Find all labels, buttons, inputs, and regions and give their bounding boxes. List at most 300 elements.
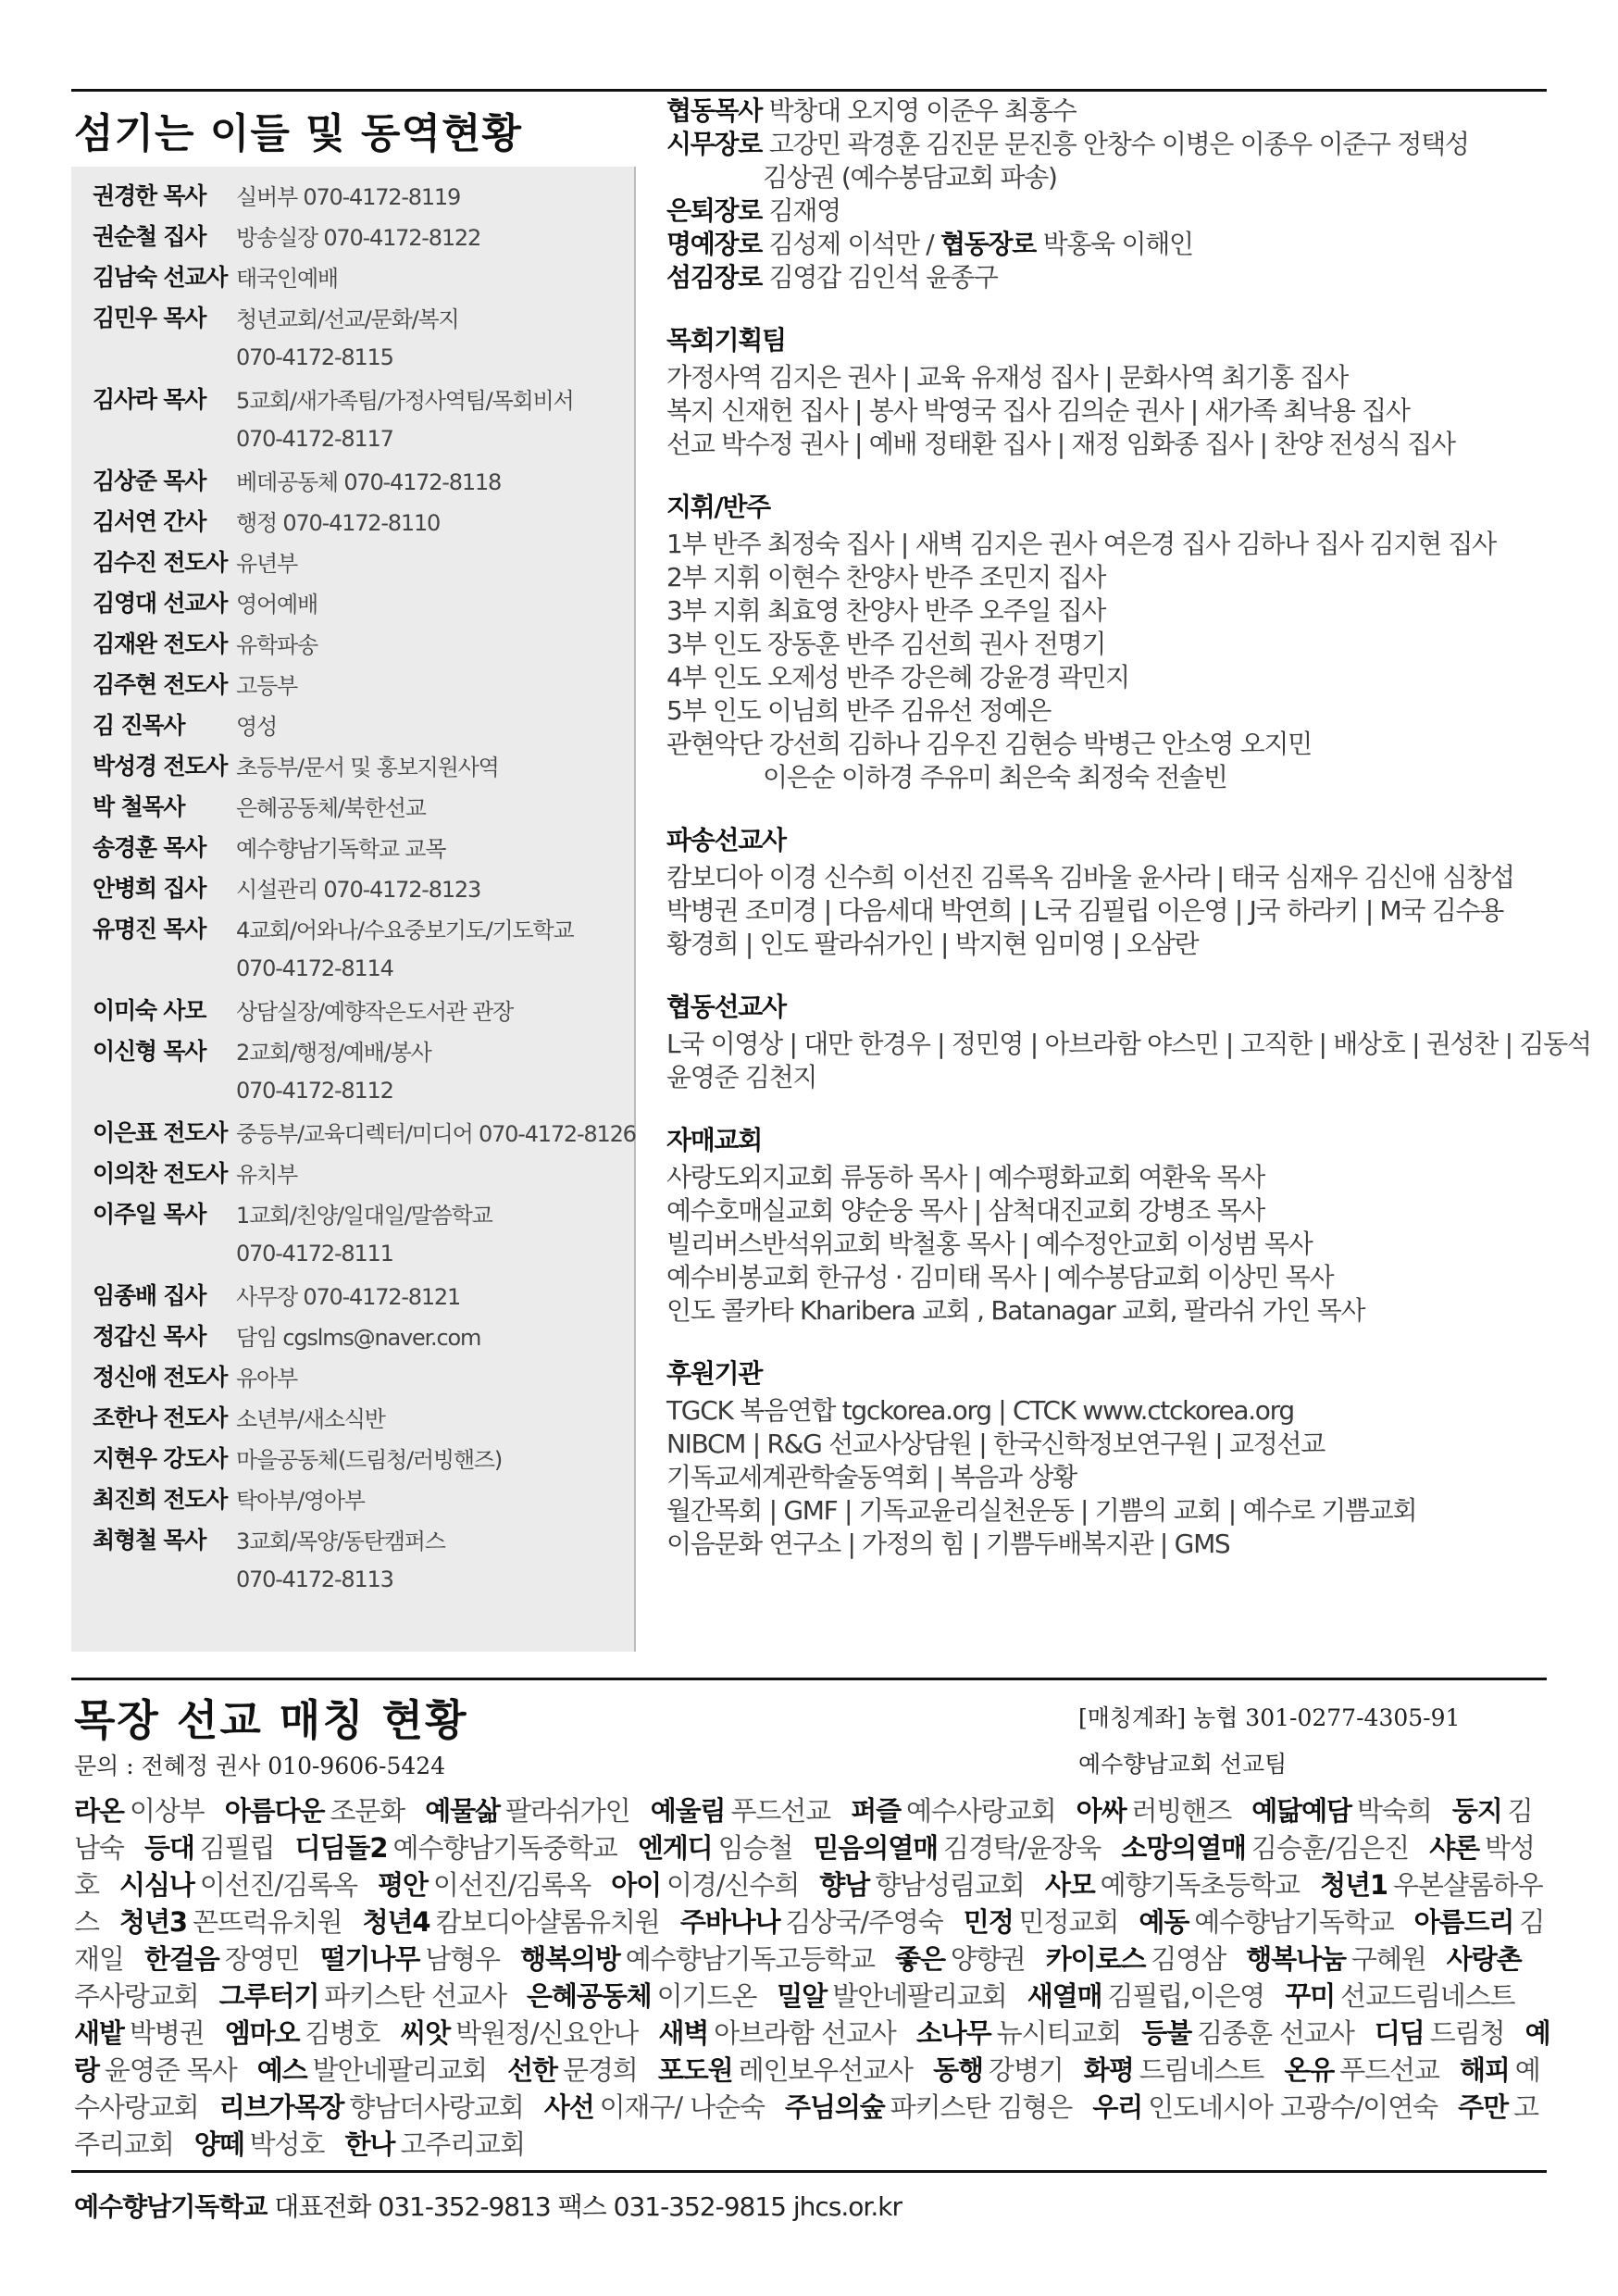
matching-target: 김필립,이은영 <box>1107 1980 1265 2012</box>
matching-target: 러빙핸즈 <box>1131 1795 1232 1827</box>
matching-group: 예동 <box>1139 1906 1189 1938</box>
middle-rule <box>71 1678 1547 1680</box>
section-line: 인도 콜카타 Kharibera 교회 , Batanagar 교회, 팔라쉬 가인 목사 <box>666 1295 1365 1326</box>
matching-target: 향남성림교회 <box>875 1869 1025 1901</box>
staff-role: 유학파송 <box>236 631 317 658</box>
elder-names: 김성제 이석만 / <box>762 229 941 259</box>
matching-target: 발안네팔리교회 <box>832 1980 1007 2012</box>
matching-item <box>257 2054 487 2086</box>
matching-target: 아브라함 선교사 <box>714 2017 896 2049</box>
matching-target: 강병기 <box>988 2054 1064 2086</box>
matching-target: 예수사랑교회 <box>74 2054 1540 2123</box>
matching-target: 김종훈 선교사 <box>1197 2017 1354 2049</box>
matching-group: 청년1 <box>1320 1869 1388 1901</box>
staff-role: 고등부 <box>236 672 297 699</box>
matching-item <box>785 2091 1072 2123</box>
section-line: TGCK 복음연합 tgckorea.org | CTCK www.ctckorea.org <box>666 1395 1294 1426</box>
staff-section-title: 섬기는 이들 및 동역현황 <box>74 110 522 157</box>
matching-group: 포도원 <box>657 2054 733 2086</box>
matching-group: 소망의열매 <box>1121 1832 1246 1864</box>
matching-item <box>680 1906 943 1938</box>
staff-row <box>93 500 639 541</box>
matching-target: 뉴시티교회 <box>996 2017 1122 2049</box>
matching-group: 사선 <box>543 2091 594 2123</box>
matching-item <box>544 2091 765 2123</box>
matching-item <box>344 2128 524 2160</box>
matching-item <box>813 1832 1101 1864</box>
matching-group: 민정 <box>963 1906 1014 1938</box>
matching-group: 퍼즐 <box>851 1795 902 1827</box>
matching-group: 등불 <box>1141 2017 1192 2049</box>
matching-item <box>658 2054 913 2086</box>
matching-group: 온유 <box>1284 2054 1335 2086</box>
matching-item <box>74 2017 205 2049</box>
footer-school-name: 예수향남기독학교 <box>74 2191 268 2222</box>
staff-row <box>93 378 639 418</box>
staff-role: 4교회/어와나/수요중보기도/기도학교 <box>236 917 574 943</box>
staff-role: 영어예배 <box>236 591 317 618</box>
staff-row <box>93 1152 639 1192</box>
section-line: 관현악단 강선희 김하나 김우진 김현승 박병근 안소영 오지민 <box>666 729 1312 759</box>
matching-group: 해피 <box>1459 2054 1510 2086</box>
section-line: 캄보디아 이경 신수희 이선진 김록옥 김바울 윤사라 | 태국 심재우 김신애 심창섭 <box>666 862 1514 892</box>
matching-item <box>638 1832 793 1864</box>
elder-line <box>666 194 1555 228</box>
section-line: 복지 신재헌 집사 | 봉사 박영국 집사 김의순 권사 | 새가족 최낙용 집사 <box>666 395 1410 426</box>
staff-name: 권경한 목사 <box>93 182 206 209</box>
section-line: 선교 박수정 권사 | 예배 정태환 집사 | 재정 임화종 집사 | 찬양 전성식 집사 <box>666 429 1455 459</box>
matching-target: 예향기독초등학교 <box>1100 1869 1300 1901</box>
elder-label: 협동목사 <box>666 95 762 126</box>
elder-label: 명예장로 <box>666 229 762 259</box>
elder-names: 박홍욱 이해인 <box>1036 229 1193 259</box>
matching-group: 주만 <box>1458 2091 1508 2123</box>
staff-row <box>93 1029 639 1070</box>
elder-line <box>666 228 1555 261</box>
matching-target: 이선진/김록옥 <box>432 1869 591 1901</box>
matching-group: 디딤돌2 <box>294 1832 388 1864</box>
matching-group: 카이로스 <box>1045 1943 1146 1975</box>
top-rule <box>71 89 1547 92</box>
elder-line <box>666 261 1555 294</box>
section-line: 1부 반주 최정숙 집사 | 새벽 김지은 권사 여은경 집사 김하나 집사 김지현 집사 <box>666 529 1496 559</box>
section-line: NIBCM | R&G 선교사상담원 | 한국신학정보연구원 | 교정선교 <box>666 1429 1326 1459</box>
staff-row <box>93 1070 639 1111</box>
matching-group: 믿음의열매 <box>813 1832 939 1864</box>
staff-role: 베데공동체 070-4172-8118 <box>236 468 502 495</box>
staff-name: 정갑신 목사 <box>93 1323 206 1350</box>
staff-name: 김서연 간사 <box>93 508 206 535</box>
staff-row <box>93 174 639 215</box>
matching-target: 발안네팔리교회 <box>312 2054 487 2086</box>
matching-target: 이기드온 <box>656 1980 757 2012</box>
matching-group: 양떼 <box>193 2128 244 2160</box>
section-line: 윤영준 김천지 <box>666 1062 817 1092</box>
staff-row <box>93 1111 639 1152</box>
staff-name: 송경훈 목사 <box>93 834 206 861</box>
matching-target: 이재구/ 나순숙 <box>599 2091 765 2123</box>
section-line: 4부 인도 오제성 반주 강은혜 강윤경 곽민지 <box>666 662 1129 693</box>
staff-role: 실버부 070-4172-8119 <box>236 183 461 210</box>
staff-name: 이미숙 사모 <box>93 997 206 1024</box>
matching-item <box>933 2054 1064 2086</box>
matching-group: 새열매 <box>1027 1980 1102 2012</box>
section-line: 박병권 조미경 | 다음세대 박연희 | L국 김필립 이은영 | J국 하라키 | M국 김수용 <box>666 895 1504 926</box>
matching-group: 디딤 <box>1374 2017 1425 2049</box>
matching-group: 예울림 <box>650 1795 726 1827</box>
matching-target: 예수향남기독고등학교 <box>625 1943 875 1975</box>
matching-item <box>1121 1832 1409 1864</box>
staff-row <box>93 1437 639 1478</box>
staff-name: 이신형 목사 <box>93 1038 206 1065</box>
matching-group: 엔게디 <box>637 1832 713 1864</box>
section-line: 2부 지휘 이현수 찬양사 반주 조민지 집사 <box>666 562 1106 593</box>
staff-row <box>93 1478 639 1518</box>
matching-group: 꾸미 <box>1285 1980 1336 2012</box>
matching-item <box>1092 2091 1438 2123</box>
matching-item <box>507 2054 638 2086</box>
matching-group: 화평 <box>1083 2054 1134 2086</box>
matching-item <box>777 1980 1006 2012</box>
staff-name: 이은표 전도사 <box>93 1119 228 1146</box>
staff-row <box>93 867 639 907</box>
matching-target: 선교드림네스트 <box>1340 1980 1515 2012</box>
matching-group: 향남 <box>819 1869 870 1901</box>
section-line: 5부 인도 이님희 반주 김유선 정예은 <box>666 695 1051 726</box>
matching-group: 새벽 <box>658 2017 709 2049</box>
matching-group: 밀알 <box>777 1980 828 2012</box>
matching-group: 우리 <box>1092 2091 1143 2123</box>
matching-target: 문경희 <box>562 2054 638 2086</box>
staff-name: 이의찬 전도사 <box>93 1160 228 1187</box>
matching-target: 임승철 <box>717 1832 793 1864</box>
matching-group: 아이 <box>611 1869 662 1901</box>
staff-row <box>93 826 639 867</box>
staff-name: 김상준 목사 <box>93 468 206 494</box>
matching-item <box>219 2091 524 2123</box>
staff-row <box>93 785 639 826</box>
staff-role: 담임 cgslms@naver.com <box>236 1324 481 1351</box>
staff-name: 임종배 집사 <box>93 1282 206 1309</box>
matching-group: 사모 <box>1044 1869 1095 1901</box>
matching-target: 이상부 <box>129 1795 205 1827</box>
staff-name: 김수진 전도사 <box>93 549 228 576</box>
matching-item <box>819 1869 1024 1901</box>
inquiry-contact: 문의 : 전혜정 권사 010-9606-5424 <box>74 1753 446 1779</box>
matching-item <box>144 1832 275 1864</box>
matching-group: 예랑 <box>74 2017 1550 2086</box>
staff-role: 070-4172-8113 <box>236 1566 393 1592</box>
section-line: 가정사역 김지은 권사 | 교육 유재성 집사 | 문화사역 최기홍 집사 <box>666 362 1348 393</box>
section-line: 이음문화 연구소 | 가정의 힘 | 기쁨두배복지관 | GMS <box>666 1529 1230 1559</box>
matching-target: 양향권 <box>950 1943 1026 1975</box>
staff-role: 소년부/새소식반 <box>236 1405 385 1432</box>
staff-name: 정신애 전도사 <box>93 1364 228 1391</box>
matching-item <box>964 1906 1118 1938</box>
section-title: 목회기획팀 <box>666 325 786 356</box>
elder-names: 김재영 <box>762 195 840 226</box>
matching-item <box>520 1943 875 1975</box>
matching-group: 소나무 <box>915 2017 991 2049</box>
staff-name: 김 진목사 <box>93 712 185 739</box>
staff-role: 070-4172-8112 <box>236 1078 393 1104</box>
matching-group: 좋은 <box>895 1943 945 1975</box>
staff-row <box>93 704 639 744</box>
matching-target: 박병권 <box>129 2017 205 2049</box>
matching-target: 우본샬롬하우스 <box>74 1869 1543 1938</box>
matching-list <box>74 1792 1551 2163</box>
staff-row <box>93 989 639 1029</box>
staff-row <box>93 744 639 785</box>
matching-target: 향남더사랑교회 <box>349 2091 524 2123</box>
staff-role: 5교회/새가족팀/가정사역팀/목회비서 <box>236 387 574 414</box>
matching-target: 고주리교회 <box>74 2091 1538 2160</box>
staff-name: 최진희 전도사 <box>93 1486 228 1513</box>
elders-block <box>666 94 1555 294</box>
matching-item <box>658 2017 895 2049</box>
staff-row <box>93 663 639 704</box>
matching-target: 박원정/신요안나 <box>455 2017 639 2049</box>
matching-item <box>1084 2054 1263 2086</box>
staff-row <box>93 622 639 663</box>
section-line: 기독교세계관학술동역회 | 복음과 상황 <box>666 1462 1077 1492</box>
elder-line <box>666 128 1555 161</box>
matching-account: [매칭계좌] 농협 301-0277-4305-91 <box>1078 1704 1461 1731</box>
matching-group: 라온 <box>74 1795 124 1827</box>
matching-title: 목장 선교 매칭 현황 <box>74 1695 468 1745</box>
section-line: 3부 인도 장동훈 반주 김선희 권사 전명기 <box>666 629 1106 659</box>
matching-group: 행복의방 <box>520 1943 620 1975</box>
staff-name: 김민우 목사 <box>93 305 206 331</box>
section-line: L국 이영상 | 대만 한경우 | 정민영 | 아브라함 야스민 | 고직한 | 배상호 | 권성찬 | 김동석 <box>666 1029 1591 1059</box>
staff-role: 3교회/목양/동탄캠퍼스 <box>236 1528 445 1554</box>
staff-row <box>93 337 639 378</box>
matching-item <box>1284 2054 1438 2086</box>
section-line: 빌리버스반석위교회 박철홍 목사 | 예수정안교회 이성범 목사 <box>666 1229 1313 1259</box>
staff-row <box>93 1192 639 1233</box>
staff-row <box>93 541 639 581</box>
matching-item <box>225 1795 404 1827</box>
staff-row <box>93 907 639 948</box>
matching-target: 파키스탄 선교사 <box>324 1980 506 2012</box>
matching-group: 행복나눔 <box>1246 1943 1346 1975</box>
staff-name: 박 철목사 <box>93 793 185 820</box>
matching-group: 둥지 <box>1451 1795 1502 1827</box>
matching-target: 조문화 <box>330 1795 405 1827</box>
matching-group: 한나 <box>344 2128 395 2160</box>
matching-item <box>295 1832 617 1864</box>
staff-row <box>93 418 639 459</box>
matching-target: 인도네시아 고광수/이연숙 <box>1148 2091 1438 2123</box>
staff-role: 시설관리 070-4172-8123 <box>236 876 481 903</box>
matching-item <box>1246 1943 1425 1975</box>
matching-group: 아싸 <box>1076 1795 1126 1827</box>
right-column <box>666 94 1591 1561</box>
staff-role: 1교회/친양/일대일/말씀학교 <box>236 1202 492 1229</box>
matching-item <box>895 1943 1026 1975</box>
matching-target: 김승훈/김은진 <box>1251 1832 1410 1864</box>
matching-item <box>1027 1980 1264 2012</box>
matching-group: 예물삶 <box>425 1795 500 1827</box>
matching-target: 팔라쉬가인 <box>504 1795 630 1827</box>
staff-role: 070-4172-8115 <box>236 344 393 370</box>
matching-target: 장영민 <box>224 1943 300 1975</box>
staff-row <box>93 1233 639 1274</box>
matching-item <box>219 1980 506 2012</box>
matching-group: 평안 <box>378 1869 428 1901</box>
matching-target: 레인보우선교사 <box>738 2054 913 2086</box>
matching-group: 리브가목장 <box>218 2091 344 2123</box>
matching-target: 이선진/김록옥 <box>199 1869 357 1901</box>
matching-target: 푸드선교 <box>1339 2054 1439 2086</box>
matching-group: 예스 <box>256 2054 307 2086</box>
matching-target: 파키스탄 김형은 <box>890 2091 1073 2123</box>
matching-target: 이경/신수희 <box>666 1869 800 1901</box>
matching-item <box>363 1906 660 1938</box>
elder-names: 고강민 곽경훈 김진문 문진흥 안창수 이병은 이종우 이준구 정택성 <box>762 129 1469 159</box>
elder-label: 협동장로 <box>940 229 1037 259</box>
staff-role: 영성 <box>236 713 277 740</box>
matching-target: 민정교회 <box>1018 1906 1119 1938</box>
staff-name: 안병희 집사 <box>93 875 206 902</box>
staff-role: 070-4172-8117 <box>236 426 393 452</box>
matching-group: 아름드리 <box>1413 1906 1514 1938</box>
section-line: 이은순 이하경 주유미 최은숙 최정숙 전솔빈 <box>763 762 1227 792</box>
matching-item <box>1077 1795 1231 1827</box>
matching-item <box>1045 1869 1300 1901</box>
staff-role: 유년부 <box>236 550 297 577</box>
elder-line <box>666 161 1555 194</box>
matching-item <box>119 1906 342 1938</box>
staff-row <box>93 1315 639 1355</box>
matching-item <box>611 1869 799 1901</box>
matching-group: 은혜공동체 <box>527 1980 652 2012</box>
matching-target: 김상국/주영숙 <box>785 1906 943 1938</box>
matching-item <box>1141 2017 1353 2049</box>
footer <box>74 2187 902 2224</box>
section-title: 협동선교사 <box>666 992 786 1022</box>
matching-target: 예수향남기독학교 <box>1194 1906 1394 1938</box>
matching-target: 윤영준 목사 <box>104 2054 237 2086</box>
elder-names: 김상권 (예수봉담교회 파송) <box>763 162 1057 193</box>
staff-name: 김주현 전도사 <box>93 671 228 698</box>
staff-name: 김영대 선교사 <box>93 590 228 617</box>
matching-group: 그루터기 <box>218 1980 319 2012</box>
section-line: 3부 지휘 최효영 찬양사 반주 오주일 집사 <box>666 595 1106 626</box>
staff-name: 김재완 전도사 <box>93 630 228 657</box>
matching-group: 주님의숲 <box>785 2091 885 2123</box>
matching-group: 시심나 <box>119 1869 194 1901</box>
matching-item <box>527 1980 756 2012</box>
staff-name: 지현우 강도사 <box>93 1445 228 1472</box>
staff-role: 유아부 <box>236 1365 297 1391</box>
matching-group: 한걸음 <box>143 1943 219 1975</box>
matching-target: 박성호 <box>74 1832 1535 1901</box>
matching-target: 박숙희 <box>1356 1795 1432 1827</box>
matching-item <box>851 1795 1055 1827</box>
matching-group: 동행 <box>933 2054 983 2086</box>
matching-group: 선한 <box>507 2054 557 2086</box>
matching-item <box>651 1795 830 1827</box>
matching-item <box>1046 1943 1226 1975</box>
staff-role: 마을공동체(드림청/러빙핸즈) <box>236 1446 503 1473</box>
section-title: 후원기관 <box>666 1358 762 1389</box>
staff-name: 김남숙 선교사 <box>93 264 228 291</box>
matching-target: 고주리교회 <box>400 2128 525 2160</box>
elder-label: 시무장로 <box>666 129 762 159</box>
staff-role: 유치부 <box>236 1161 297 1188</box>
staff-role: 태국인예배 <box>236 265 338 292</box>
section-line: 예수비봉교회 한규성 · 김미태 목사 | 예수봉담교회 이상민 목사 <box>666 1262 1334 1292</box>
matching-target: 캄보디아샬롬유치원 <box>435 1906 660 1938</box>
staff-role: 방송실장 070-4172-8122 <box>236 224 481 251</box>
staff-row <box>93 948 639 989</box>
matching-target: 꼰뜨럭유치원 <box>192 1906 342 1938</box>
matching-item <box>378 1869 591 1901</box>
staff-list <box>93 174 639 1600</box>
matching-target: 주사랑교회 <box>74 1980 199 2012</box>
staff-role: 청년교회/선교/문화/복지 <box>236 306 459 332</box>
matching-target: 김재일 <box>74 1906 1545 1975</box>
staff-name: 권순철 집사 <box>93 223 206 250</box>
elder-names: 박창대 오지영 이준우 최홍수 <box>762 95 1077 126</box>
matching-group: 사랑촌 <box>1446 1943 1522 1975</box>
section-line: 예수호매실교회 양순웅 목사 | 삼척대진교회 강병조 목사 <box>666 1195 1264 1226</box>
staff-row <box>93 581 639 622</box>
bottom-rule <box>71 2170 1547 2173</box>
matching-group: 등대 <box>143 1832 194 1864</box>
section-line: 월간목회 | GMF | 기독교윤리실천운동 | 기쁨의 교회 | 예수로 기쁨교회 <box>666 1495 1417 1526</box>
matching-target: 김경탁/윤장욱 <box>943 1832 1101 1864</box>
matching-target: 남형우 <box>425 1943 500 1975</box>
section-line: 황경희 | 인도 팔라쉬가인 | 박지현 임미영 | 오삼란 <box>666 929 1199 959</box>
staff-name: 이주일 목사 <box>93 1201 206 1228</box>
elder-names: 김영갑 김인석 윤종구 <box>762 262 998 293</box>
matching-target: 푸드선교 <box>730 1795 831 1827</box>
matching-target: 김필립 <box>199 1832 275 1864</box>
staff-row <box>93 1355 639 1396</box>
staff-name: 최형철 목사 <box>93 1527 206 1554</box>
matching-target: 김병호 <box>305 2017 380 2049</box>
section-title: 파송선교사 <box>666 825 786 855</box>
staff-row <box>93 215 639 256</box>
matching-target: 김영삼 <box>1151 1943 1226 1975</box>
matching-group: 주바나나 <box>679 1906 780 1938</box>
matching-item <box>1285 1980 1514 2012</box>
matching-group: 엠마오 <box>224 2017 300 2049</box>
section-line: 사랑도외지교회 류동하 목사 | 예수평화교회 여환욱 목사 <box>666 1162 1264 1192</box>
staff-row <box>93 1274 639 1315</box>
elder-line <box>666 94 1555 128</box>
staff-name: 박성경 전도사 <box>93 753 228 780</box>
staff-role: 070-4172-8111 <box>236 1241 393 1267</box>
matching-group: 씨앗 <box>400 2017 451 2049</box>
staff-role: 070-4172-8114 <box>236 955 393 981</box>
matching-item <box>74 1795 205 1827</box>
matching-item <box>400 2017 638 2049</box>
matching-group: 아름다운 <box>224 1795 325 1827</box>
matching-item <box>225 2017 380 2049</box>
staff-role: 초등부/문서 및 홍보지원사역 <box>236 754 499 780</box>
staff-row <box>93 459 639 500</box>
matching-group: 청년4 <box>362 1906 430 1938</box>
ministry-sections <box>666 320 1591 1561</box>
matching-item <box>194 2128 325 2160</box>
staff-row <box>93 1559 639 1600</box>
matching-target: 예수사랑교회 <box>906 1795 1056 1827</box>
staff-row <box>93 1396 639 1437</box>
matching-item <box>916 2017 1121 2049</box>
